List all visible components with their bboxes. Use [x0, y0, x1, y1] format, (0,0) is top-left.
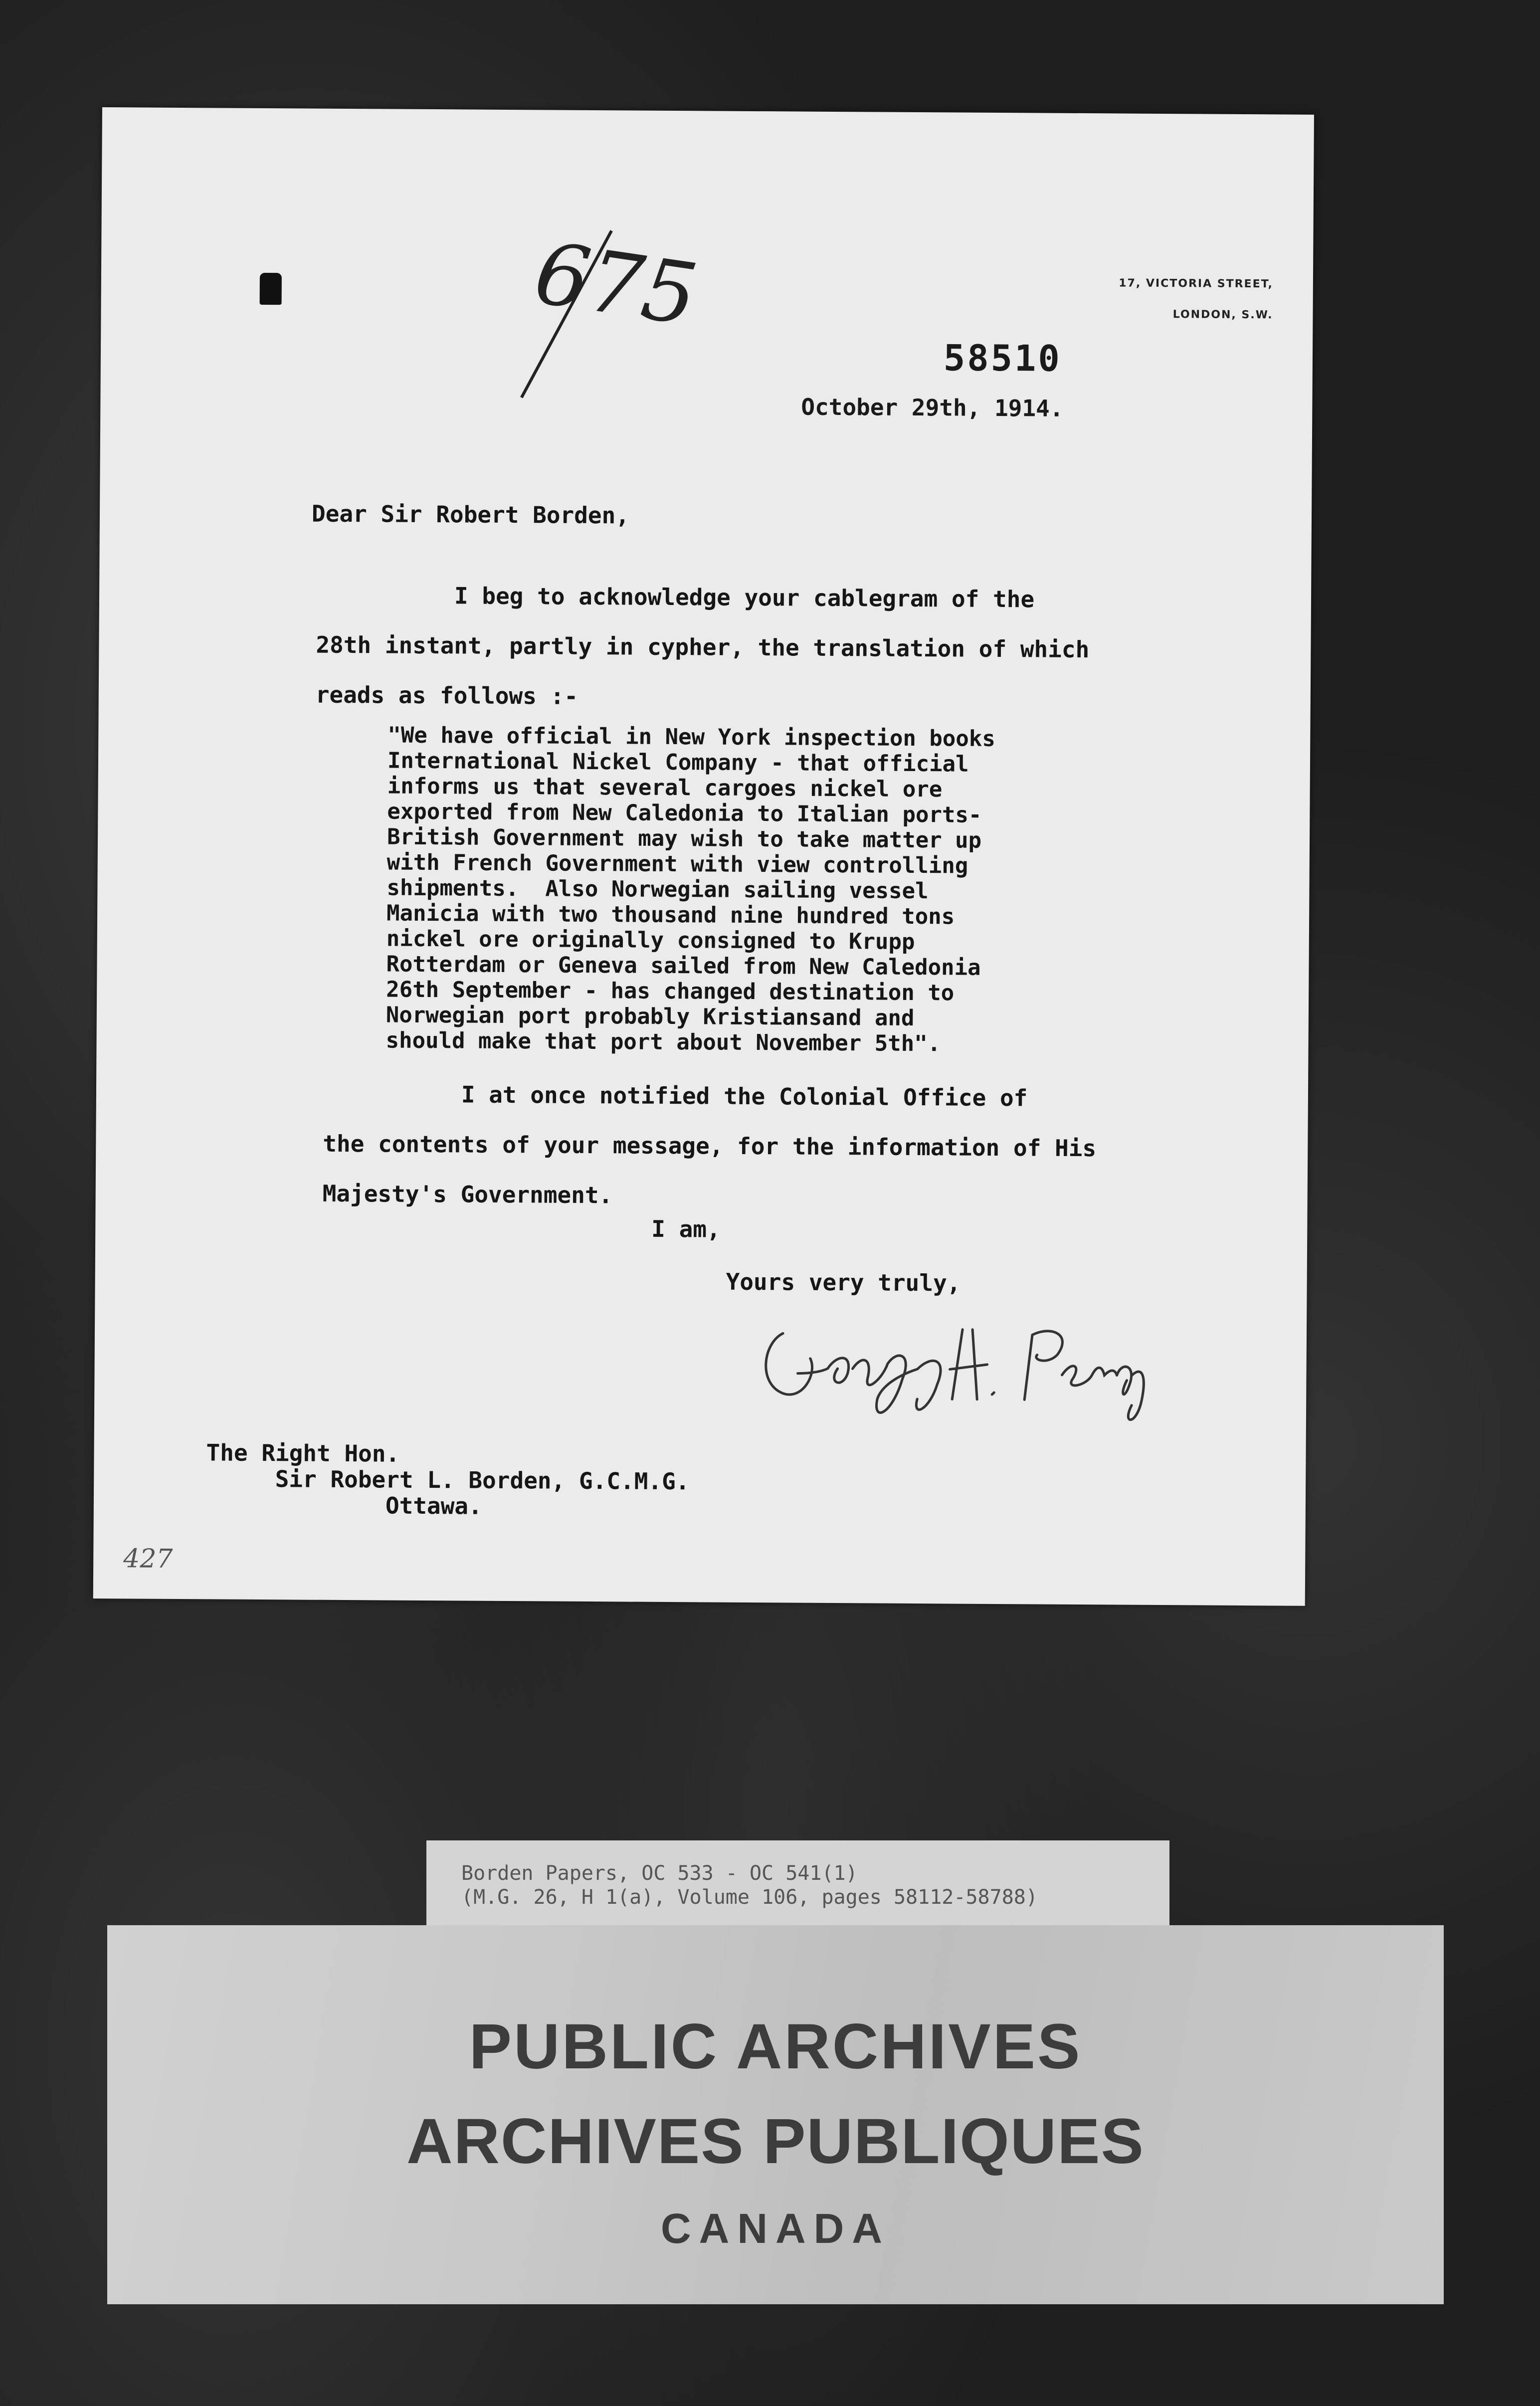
salutation: Dear Sir Robert Borden, [311, 500, 630, 529]
reference-line-1: Borden Papers, OC 533 - OC 541(1) [461, 1862, 858, 1885]
body-paragraph-2: I at once notified the Colonial Office of the contents of your message, for the information of His Majesty's Government. [322, 1080, 1097, 1209]
stamp-canada: CANADA [661, 2205, 890, 2252]
reference-slip [426, 1840, 1169, 1935]
margin-note: 427 [123, 1544, 173, 1574]
document-number: 58510 [943, 337, 1062, 380]
handwritten-signature [753, 1298, 1162, 1430]
stamp-archives-publiques: ARCHIVES PUBLIQUES [406, 2106, 1145, 2177]
recipient-address: The Right Hon. Sir Robert L. Borden, G.C.M.G. Ottawa. [205, 1439, 690, 1520]
letter-date: October 29th, 1914. [801, 393, 1064, 422]
stamp-public-archives: PUBLIC ARCHIVES [469, 2011, 1082, 2082]
letter-page [93, 107, 1314, 1606]
letterhead-address [963, 267, 1273, 331]
body-paragraph-1: I beg to acknowledge your cablegram of the 28th instant, partly in cypher, the translation of which reads as follows :- [315, 581, 1090, 710]
closing-yours: Yours very truly, [726, 1268, 961, 1297]
punch-hole [260, 273, 282, 305]
letterhead-city: LONDON, S.W. [1172, 308, 1273, 322]
reference-line-2: (M.G. 26, H 1(a), Volume 106, pages 58112-58788) [461, 1886, 1038, 1909]
handwritten-number: 675 [529, 223, 703, 345]
letterhead-street: 17, VICTORIA STREET, [1119, 277, 1273, 291]
signature-text: George H. Perley [753, 1298, 759, 1299]
cablegram-quote: "We have official in New York inspection books International Nickel Company - that official informs us that several cargoes nickel ore exported from New Caledonia to Italian ports- British Government may wish to take matter up with French Government with view controlling shipments. Also Norwegian sailing vessel Manicia with two thousand nine hundred tons nickel ore originally consigned to Krupp Rotterdam or Geneva sailed from New Caledonia 26th September - has changed destination to Norwegian port probably Kristiansand and should make that port about November 5th". [385, 722, 996, 1057]
archives-stamp [107, 1925, 1444, 2304]
closing-i-am: I am, [651, 1215, 721, 1243]
